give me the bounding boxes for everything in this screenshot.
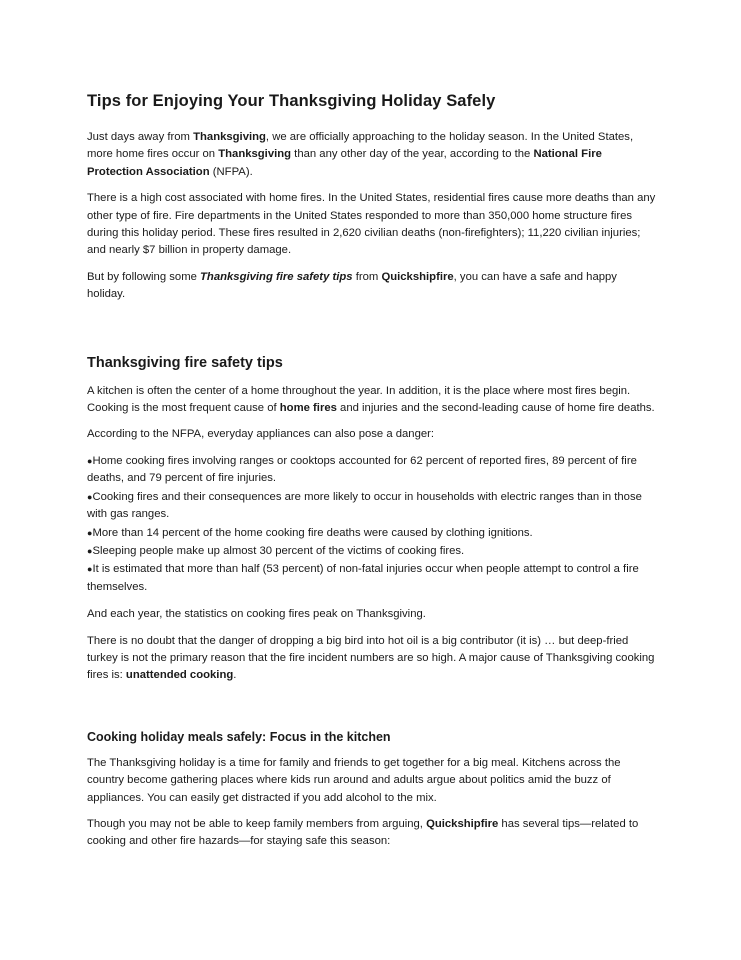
spacer <box>87 313 657 355</box>
family-paragraph: The Thanksgiving holiday is a time for family and friends to get together for a big meal. Kitchens across the country become gathering places where kids run around and adults argue about politics amid the buzz of appliances. You can easily get distracted if you add alcohol to the mix. <box>87 756 621 804</box>
kitchen-text: and injuries and the second-leading cause of home fire deaths. <box>336 402 655 415</box>
kitchen-paragraph <box>87 383 657 418</box>
arguing-paragraph <box>87 816 657 851</box>
turkey-text: . <box>233 669 237 682</box>
document-body <box>87 92 657 860</box>
intro-text: Just days away from <box>87 131 194 143</box>
arguing-bold-brand: Quickshipfire <box>426 817 499 830</box>
bullet-text: It is estimated that more than half (53 percent) of non-fatal injuries occur when people attempt to control a fire themselves. <box>87 563 639 593</box>
tips-intro-text: , you can have a safe and happy holiday. <box>87 270 617 301</box>
bullet-text: More than 14 percent of the home cooking fire deaths were caused by clothing ignitions. <box>92 526 533 539</box>
tips-intro-text: But by following some <box>87 270 201 283</box>
bullet-text: Sleeping people make up almost 30 percent of the victims of cooking fires. <box>92 544 465 557</box>
intro-bold-nfpa: National Fire Protection Association <box>87 148 602 178</box>
kitchen-bold: home fires <box>279 402 337 415</box>
bullet-dot-icon: ● <box>87 455 93 466</box>
bullet-item <box>87 525 657 542</box>
tips-intro-bold-brand: Quickshipfire <box>381 270 454 283</box>
bullet-item <box>87 489 657 524</box>
statistics-paragraph: And each year, the statistics on cooking fires peak on Thanksgiving. <box>87 608 426 621</box>
tips-intro-text: from <box>352 270 382 283</box>
spacer <box>87 694 657 730</box>
intro-text: (NFPA). <box>209 165 253 178</box>
bullet-dot-icon: ● <box>87 491 93 502</box>
kitchen-text: A kitchen is often the center of a home throughout the year. In addition, it is the place where most fires begin. Cooking is the most frequent cause of <box>87 384 631 415</box>
turkey-text: There is no doubt that the danger of dropping a big bird into hot oil is a big contributor (it is) … but deep-fried turkey is not the primary reason that the fire incident numbers are so high. A major cause of Thanksgiving cooking fires is: <box>87 634 655 682</box>
section-heading-fire-safety: Thanksgiving fire safety tips <box>87 354 283 371</box>
bullet-text: Home cooking fires involving ranges or cooktops accounted for 62 percent of reported fires, 89 percent of fire deaths, and 79 percent of fire injuries. <box>87 454 637 485</box>
tips-intro-bold-italic: Thanksgiving fire safety tips <box>200 270 353 283</box>
bullet-item <box>87 543 657 560</box>
appliances-paragraph: According to the NFPA, everyday appliances can also pose a danger: <box>87 428 435 441</box>
intro-text: than any other day of the year, according to the <box>291 148 534 161</box>
intro-bold-thanksgiving: Thanksgiving <box>218 148 292 161</box>
turkey-paragraph <box>87 633 657 685</box>
cost-paragraph: There is a high cost associated with home fires. In the United States, residential fires cause more deaths than any other type of fire. Fire departments in the United States responded to more than 350,000 home structure fires during this holiday period. These fires resulted in 2,620 civilian deaths (non-firefighters); 11,220 civilian injuries; and nearly $7 billion in property damage. <box>87 192 656 257</box>
bullet-dot-icon: ● <box>87 545 93 556</box>
arguing-text: Though you may not be able to keep family members from arguing, <box>87 817 427 830</box>
arguing-text: has several tips—related to cooking and other fire hazards—for staying safe this season: <box>87 817 639 848</box>
intro-paragraph <box>87 129 657 181</box>
section-heading-cooking-meals: Cooking holiday meals safely: Focus in the kitchen <box>87 729 391 744</box>
bullet-dot-icon: ● <box>87 564 93 575</box>
bullet-item <box>87 561 657 596</box>
bullet-text: Cooking fires and their consequences are more likely to occur in households with electric ranges than in those with gas ranges. <box>87 490 642 521</box>
page-title: Tips for Enjoying Your Thanksgiving Holiday Safely <box>87 92 496 110</box>
intro-text: , we are officially approaching to the holiday season. In the United States, more home fires occur on <box>87 131 634 161</box>
turkey-bold: unattended cooking <box>125 669 234 682</box>
tips-intro-paragraph <box>87 269 657 304</box>
bullet-item <box>87 453 657 488</box>
bullet-dot-icon: ● <box>87 527 93 538</box>
intro-bold-thanksgiving: Thanksgiving <box>193 131 266 143</box>
